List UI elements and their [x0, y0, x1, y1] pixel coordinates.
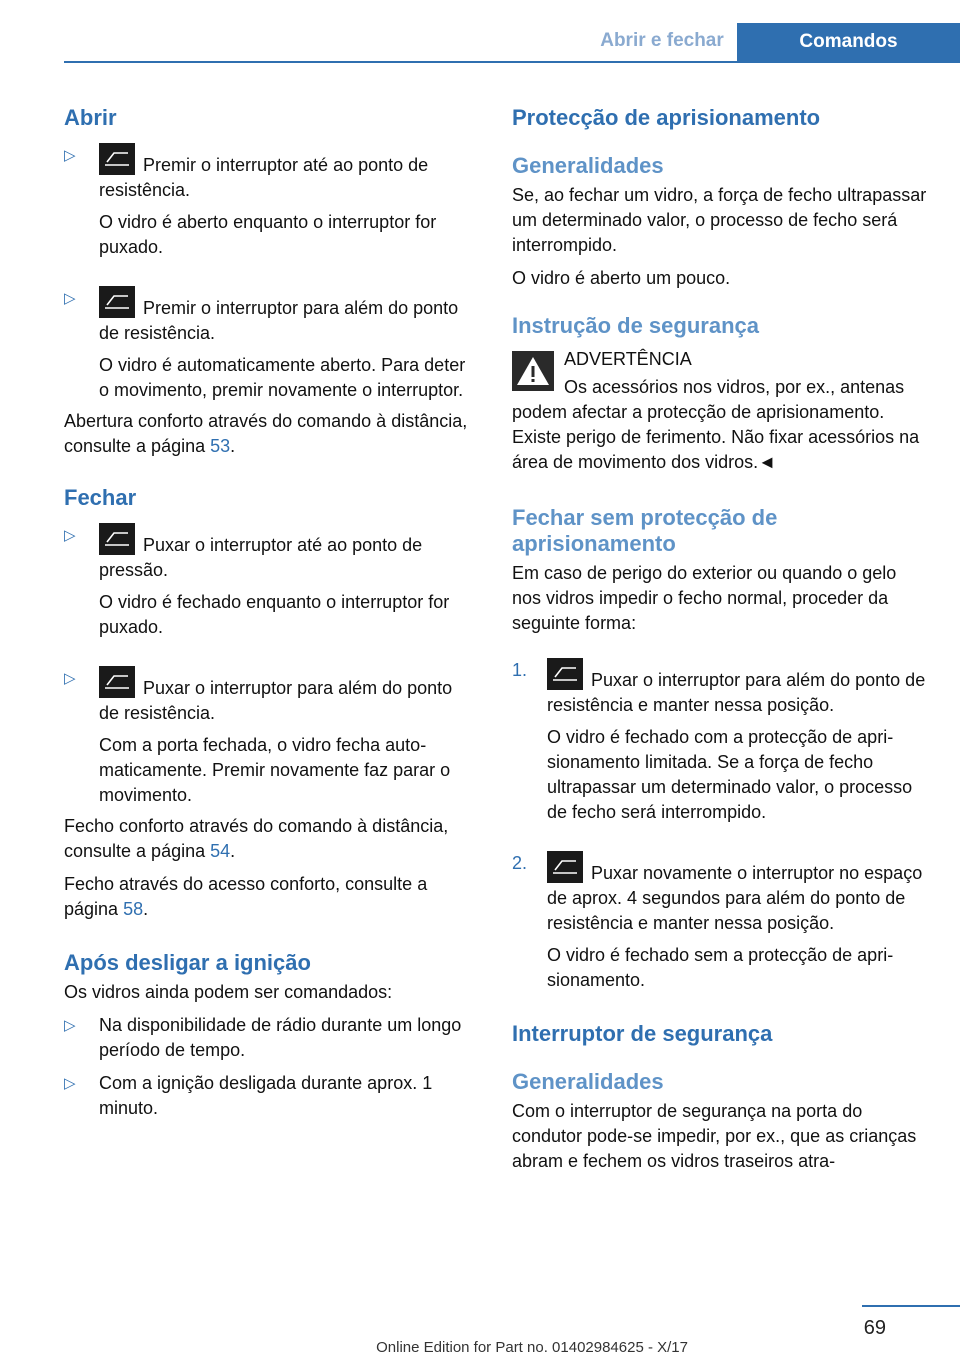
step-subtext: O vidro é fechado sem a protecção de aprisionamento.	[547, 945, 894, 990]
sem-intro: Em caso de perigo do exterior ou quando o gelo nos vidros impedir o fecho normal, proceder da seguinte forma:	[512, 563, 897, 633]
step-subtext: O vidro é fechado com a protecção de aprisionamento limitada. Se a força de fecho ultrapassar um determinado valor, o processo de fecho será interrompido.	[547, 727, 913, 822]
prot-paragraph: O vidro é aberto um pouco.	[512, 268, 731, 288]
heading-apos: Após desligar a ignição	[64, 950, 311, 975]
inter-paragraph: Com o interruptor de segurança na porta do condutor pode-se impedir, por ex., que as crianças abram e fechem os vidros traseiros atra-	[512, 1101, 917, 1171]
item-subtext: O vidro é aberto enquanto o interruptor for puxado.	[99, 212, 437, 257]
footer-rule	[862, 1305, 960, 1307]
page-link[interactable]: 54	[210, 841, 231, 861]
left-column	[64, 100, 477, 1121]
page-link[interactable]: 58	[123, 899, 144, 919]
subheading-safety: Instrução de segurança	[512, 313, 759, 338]
heading-abrir: Abrir	[64, 105, 117, 130]
page-link[interactable]: 53	[210, 436, 231, 456]
window-switch-icon	[547, 851, 583, 883]
footer-edition: Online Edition for Part no. 01402984625 - X/17	[376, 1339, 688, 1356]
note-remote-close	[64, 814, 477, 864]
triangle-bullet-icon: ▷	[64, 1075, 76, 1092]
header-chapter-tab: Comandos	[737, 23, 960, 61]
item-text: Na disponibilidade de rádio durante um longo período de tempo.	[99, 1015, 462, 1060]
list-item	[64, 1013, 477, 1063]
list-item	[64, 523, 477, 640]
window-switch-icon	[99, 523, 135, 555]
triangle-bullet-icon: ▷	[64, 147, 76, 164]
warning-label: ADVERTÊNCIA	[564, 349, 692, 369]
item-text: Premir o interruptor para além do ponto de resistência.	[99, 298, 459, 343]
note-punct: .	[230, 841, 236, 861]
window-switch-icon	[547, 658, 583, 690]
triangle-bullet-icon: ▷	[64, 1017, 76, 1034]
header-section-title: Abrir e fechar	[600, 30, 724, 51]
right-column	[512, 100, 930, 1174]
item-text: Puxar o interruptor até ao ponto de pressão.	[99, 535, 423, 580]
item-subtext: Com a porta fechada, o vidro fecha automaticamente. Premir novamente faz parar o movimento.	[99, 735, 451, 805]
list-item	[64, 143, 477, 260]
note-comfort-access	[64, 872, 477, 922]
window-switch-icon	[99, 666, 135, 698]
note-text: Fecho conforto através do comando à distância, consulte a página	[64, 816, 449, 861]
item-text: Com a ignição desligada durante aprox. 1 minuto.	[99, 1073, 433, 1118]
window-switch-icon	[99, 143, 135, 175]
heading-protection: Protecção de aprisionamento	[512, 105, 821, 130]
step-text: Puxar o interruptor para além do ponto de resistência e manter nessa posição.	[547, 670, 926, 715]
numbered-step	[512, 851, 930, 993]
step-number: 1.	[512, 660, 528, 680]
triangle-bullet-icon: ▷	[64, 527, 76, 544]
subheading-general: Generalidades	[512, 1069, 664, 1094]
triangle-bullet-icon: ▷	[64, 670, 76, 687]
apos-intro: Os vidros ainda podem ser comandados:	[64, 982, 393, 1002]
item-subtext: O vidro é fechado enquanto o interruptor for puxado.	[99, 592, 450, 637]
step-number: 2.	[512, 853, 528, 873]
step-text: Puxar novamente o interruptor no espaço de aprox. 4 segundos para além do ponto de resistência e manter nessa posição.	[547, 863, 923, 933]
note-punct: .	[143, 899, 149, 919]
header-rule	[64, 61, 960, 63]
window-switch-icon	[99, 286, 135, 318]
note-text: Fecho através do acesso conforto, consulte a página	[64, 874, 428, 919]
note-text: Abertura conforto através do comando à distância, consulte a página	[64, 411, 468, 456]
note-remote-open	[64, 409, 477, 459]
item-text: Premir o interruptor até ao ponto de resistência.	[99, 155, 429, 200]
list-item	[64, 666, 477, 808]
warning-text: Os acessórios nos vidros, por ex., antenas podem afectar a protecção de aprisionamento. Existe perigo de ferimento. Não fixar acessórios na área de movimento dos vidros.◄	[512, 377, 920, 472]
list-item	[64, 1071, 477, 1121]
subheading-close-without: Fechar sem protecção de aprisionamento	[512, 505, 778, 556]
warning-block	[512, 347, 930, 475]
triangle-bullet-icon: ▷	[64, 290, 76, 307]
prot-paragraph: Se, ao fechar um vidro, a força de fecho ultrapassar um determinado valor, o processo de fecho será interrompido.	[512, 185, 927, 255]
item-subtext: O vidro é automaticamente aberto. Para deter o movimento, premir novamente o interruptor.	[99, 355, 466, 400]
numbered-step	[512, 658, 930, 825]
item-text: Puxar o interruptor para além do ponto de resistência.	[99, 678, 453, 723]
note-punct: .	[230, 436, 236, 456]
subheading-general: Generalidades	[512, 153, 664, 178]
list-item	[64, 286, 477, 403]
warning-triangle-icon	[512, 351, 554, 391]
heading-fechar: Fechar	[64, 485, 137, 510]
heading-safety-switch: Interruptor de segurança	[512, 1021, 773, 1046]
page-number: 69	[863, 1317, 886, 1339]
